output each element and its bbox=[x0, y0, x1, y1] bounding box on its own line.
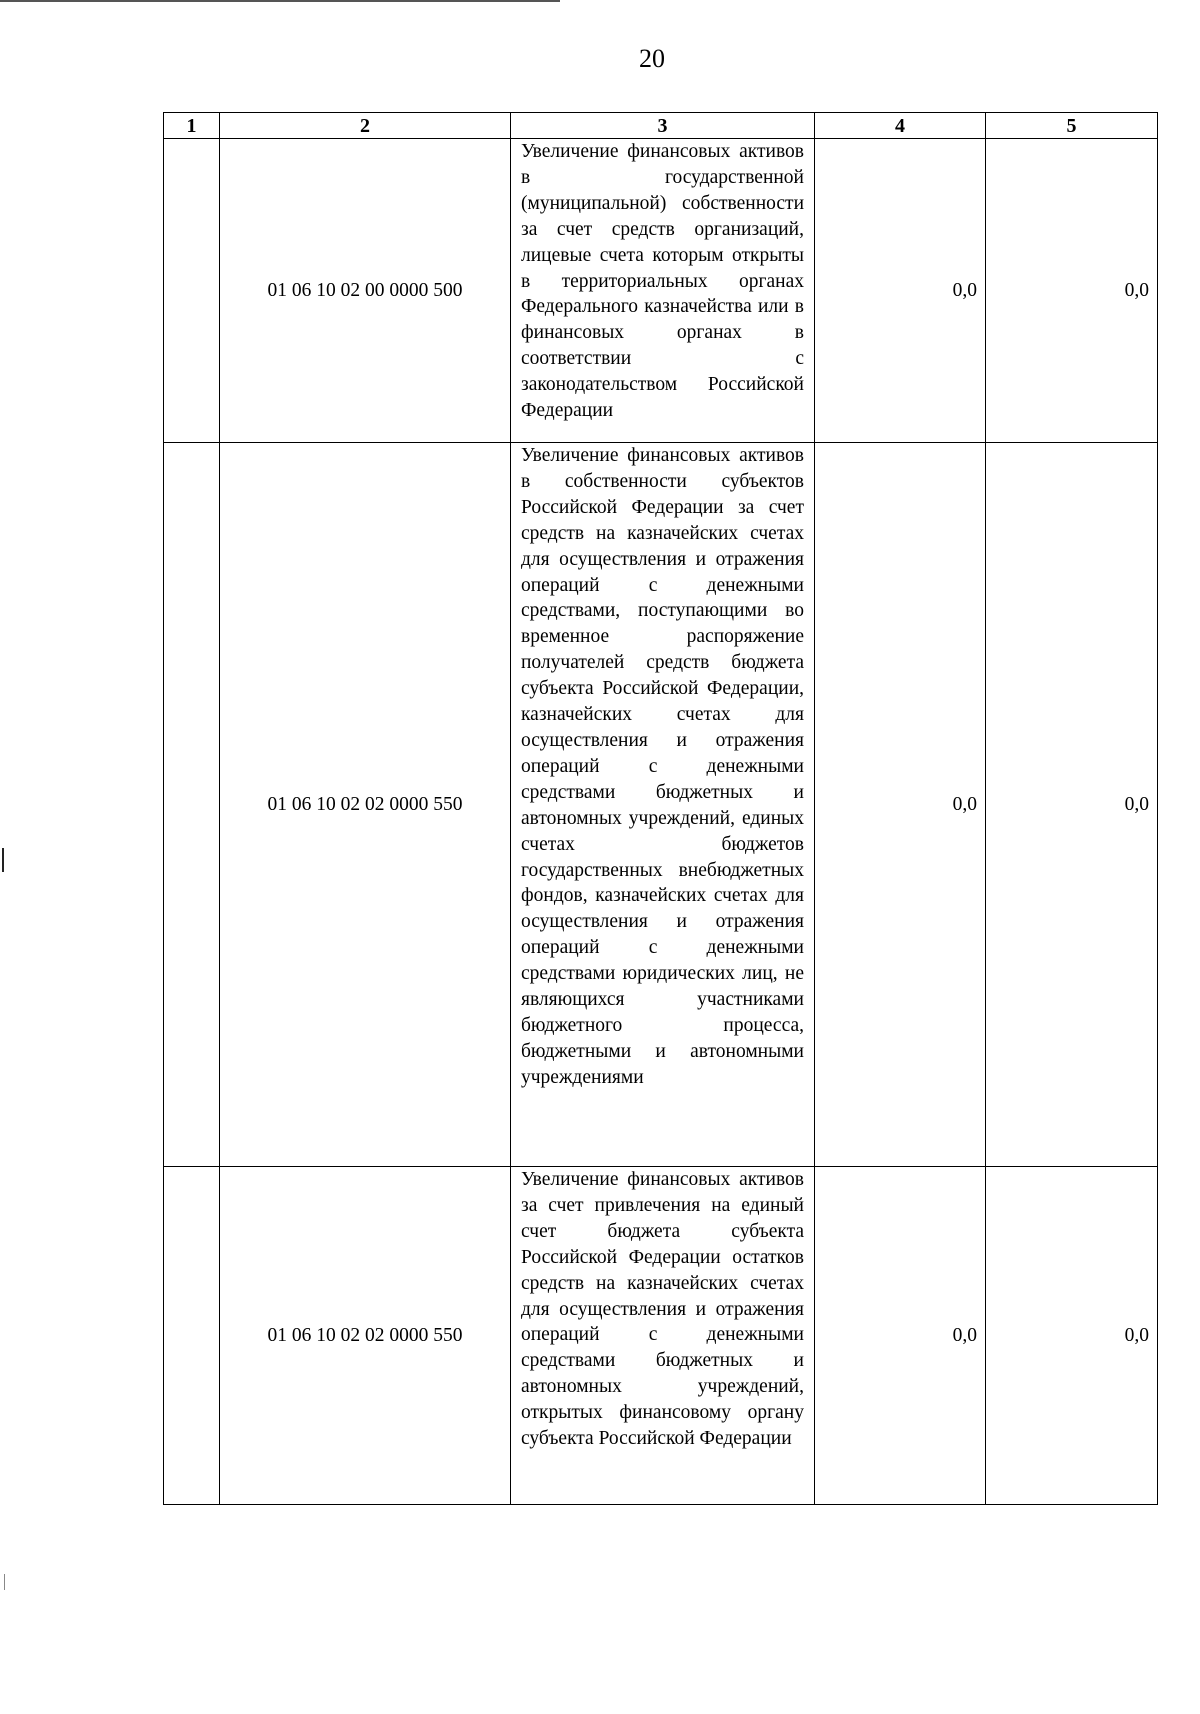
row-number-cell bbox=[164, 443, 220, 1167]
table-row bbox=[164, 1167, 1158, 1505]
amount-cell-col4: 0,0 bbox=[815, 1167, 986, 1505]
scan-artifact-left-dots bbox=[4, 1574, 5, 1590]
amount-cell-col4: 0,0 bbox=[815, 443, 986, 1167]
column-header-3: 3 bbox=[511, 113, 815, 139]
amount-cell-col5: 0,0 bbox=[986, 139, 1158, 443]
table-header-row bbox=[164, 113, 1158, 139]
page-number: 20 bbox=[639, 44, 665, 73]
row-number-cell bbox=[164, 1167, 220, 1505]
description-cell: Увеличение финансовых активов в государственной (муниципальной) собственности за счет средств организаций, лицевые счета которым открыты в территориальных органах Федерального казначейства или в финансовых органах в соответствии с законодательством Российской Федерации bbox=[511, 139, 815, 443]
column-header-5: 5 bbox=[986, 113, 1158, 139]
description-cell: Увеличение финансовых активов за счет привлечения на единый счет бюджета субъекта Российской Федерации остатков средств на казначейских счетах для осуществления и отражения операций с денежными средствами бюджетных и автономных учреждений, открытых финансовому органу субъекта Российской Федерации bbox=[511, 1167, 815, 1505]
scan-artifact-top-line bbox=[0, 0, 560, 2]
column-header-1: 1 bbox=[164, 113, 220, 139]
table-row bbox=[164, 139, 1158, 443]
description-cell: Увеличение финансовых активов в собственности субъектов Российской Федерации за счет средств на казначейских счетах для осуществления и отражения операций с денежными средствами, поступающими во временное распоряжение получателей средств бюджета субъекта Российской Федерации, казначейских счетах для осуществления и отражения операций с денежными средствами бюджетных и автономных учреждений, единых счетах бюджетов государственных внебюджетных фондов, казначейских счетах для осуществления и отражения операций с денежными средствами юридических лиц, не являющихся участниками бюджетного процесса, бюджетными и автономными учреждениями bbox=[511, 443, 815, 1167]
budget-code-cell: 01 06 10 02 00 0000 500 bbox=[220, 139, 511, 443]
scan-artifact-left-mark bbox=[2, 848, 4, 872]
budget-code-cell: 01 06 10 02 02 0000 550 bbox=[220, 1167, 511, 1505]
amount-cell-col5: 0,0 bbox=[986, 1167, 1158, 1505]
table-row bbox=[164, 443, 1158, 1167]
column-header-4: 4 bbox=[815, 113, 986, 139]
amount-cell-col5: 0,0 bbox=[986, 443, 1158, 1167]
column-header-2: 2 bbox=[220, 113, 511, 139]
financing-sources-table bbox=[163, 112, 1158, 1505]
budget-code-cell: 01 06 10 02 02 0000 550 bbox=[220, 443, 511, 1167]
row-number-cell bbox=[164, 139, 220, 443]
amount-cell-col4: 0,0 bbox=[815, 139, 986, 443]
